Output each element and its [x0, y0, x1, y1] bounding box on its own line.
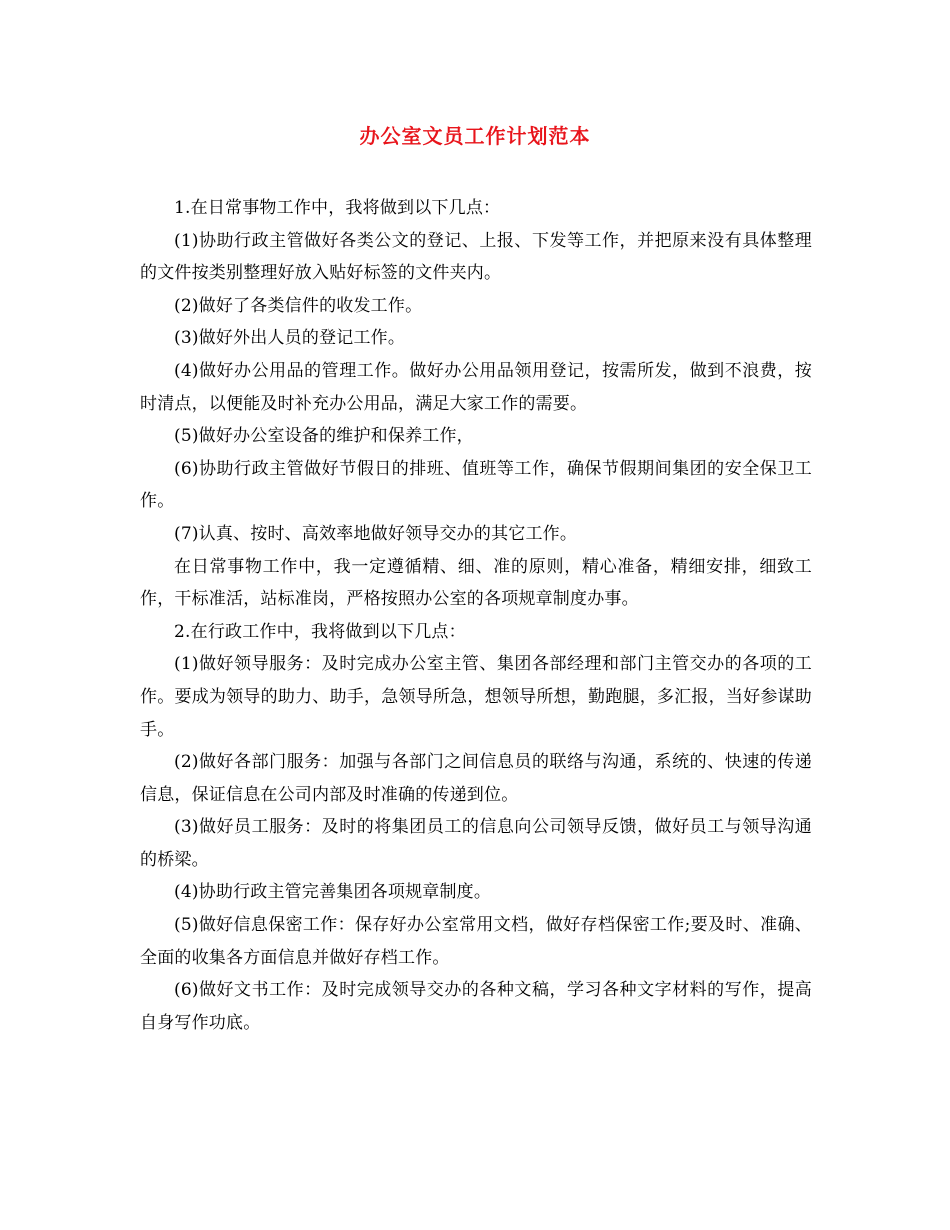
paragraph: (5)做好信息保密工作：保存好办公室常用文档，做好存档保密工作;要及时、准确、全面的收集各方面信息并做好存档工作。: [140, 915, 812, 968]
paragraph: 1.在日常事物工作中，我将做到以下几点：: [174, 198, 501, 218]
paragraph: (2)做好了各类信件的收发工作。: [174, 295, 423, 316]
document-body: [140, 192, 812, 1039]
paragraph: (2)做好各部门服务：加强与各部门之间信息员的联络与沟通，系统的、快速的传递信息，保证信息在公司内部及时准确的传递到位。: [140, 752, 812, 805]
paragraph: (6)做好文书工作：及时完成领导交办的各种文稿，学习各种文字材料的写作，提高自身写作功底。: [140, 980, 812, 1033]
paragraph: (1)协助行政主管做好各类公文的登记、上报、下发等工作，并把原来没有具体整理的文件按类别整理好放入贴好标签的文件夹内。: [140, 230, 812, 284]
paragraph: 在日常事物工作中，我一定遵循精、细、准的原则，精心准备，精细安排，细致工作，干标准活，站标准岗，严格按照办公室的各项规章制度办事。: [140, 556, 812, 610]
paragraph: (4)做好办公用品的管理工作。做好办公用品领用登记，按需所发，做到不浪费，按时清点，以便能及时补充办公用品，满足大家工作的需要。: [140, 360, 812, 414]
paragraph: 2.在行政工作中，我将做到以下几点：: [174, 621, 466, 642]
paragraph: (6)协助行政主管做好节假日的排班、值班等工作，确保节假期间集团的安全保卫工作。: [140, 458, 812, 512]
paragraph: (7)认真、按时、高效率地做好领导交办的其它工作。: [174, 523, 578, 544]
paragraph: (4)协助行政主管完善集团各项规章制度。: [174, 882, 492, 903]
paragraph: (1)做好领导服务：及时完成办公室主管、集团各部经理和部门主管交办的各项的工作。要成为领导的助力、助手，急领导所急，想领导所想，勤跑腿，多汇报，当好参谋助手。: [140, 654, 812, 740]
paragraph: (3)做好外出人员的登记工作。: [174, 328, 406, 349]
document-title: 办公室文员工作计划范本: [359, 124, 591, 148]
paragraph: (3)做好员工服务：及时的将集团员工的信息向公司领导反馈，做好员工与领导沟通的桥梁。: [140, 817, 812, 870]
paragraph: (5)做好办公室设备的维护和保养工作，: [174, 426, 474, 447]
